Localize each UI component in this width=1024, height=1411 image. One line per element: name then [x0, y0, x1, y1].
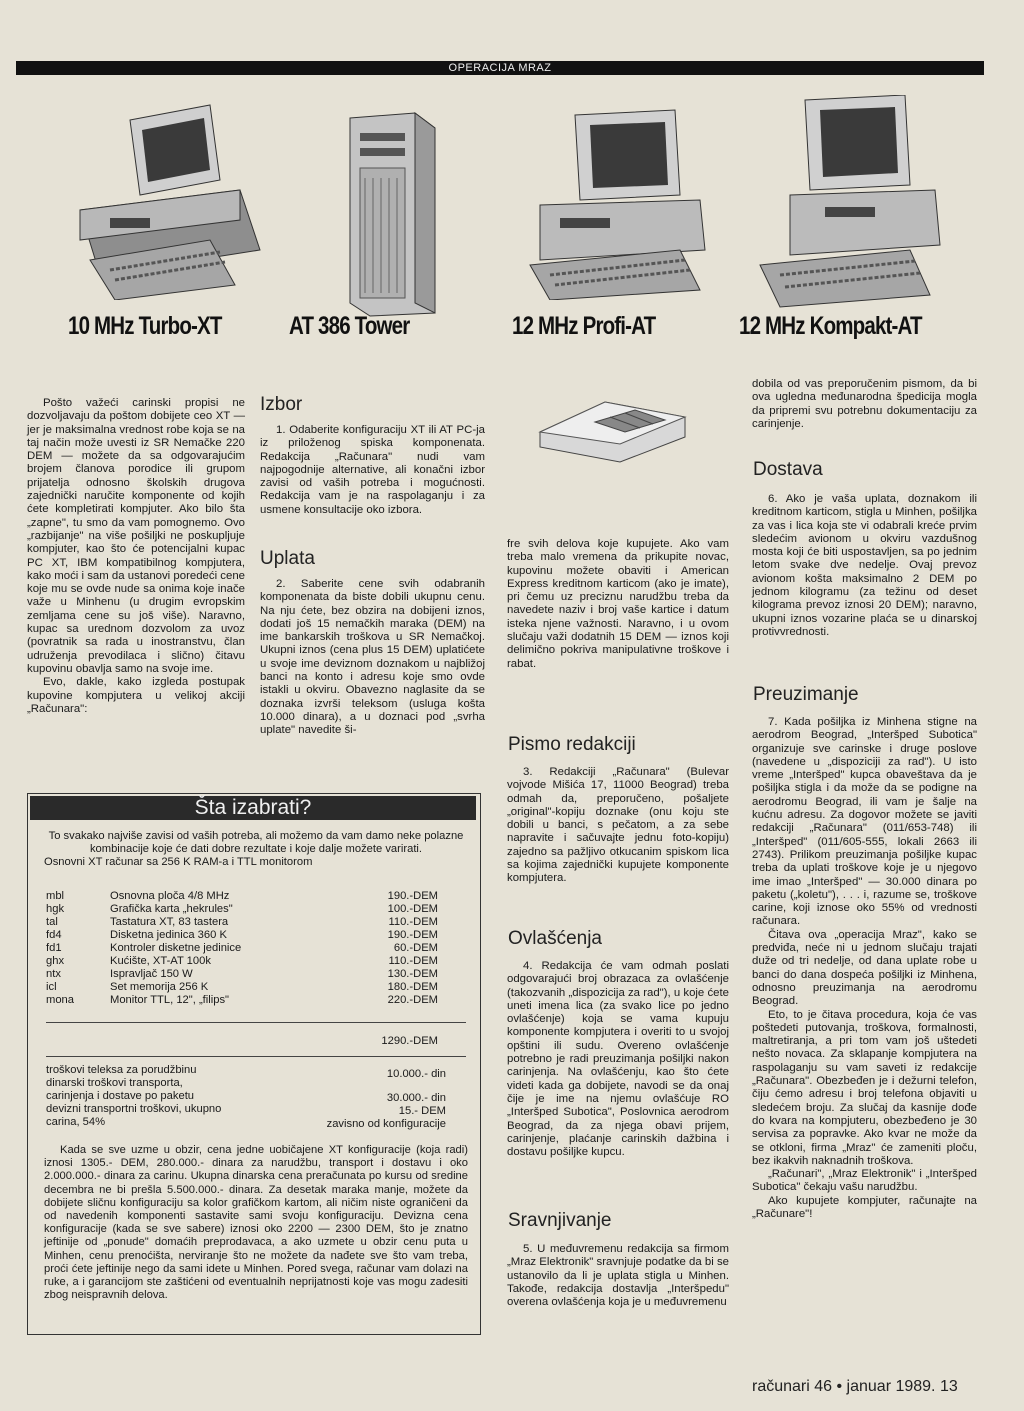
pismo-text: [507, 766, 729, 886]
component-row: [46, 955, 446, 968]
page-footer: računari 46 • januar 1989. 13: [752, 1378, 958, 1395]
uplata-text: [260, 578, 485, 738]
component-code: hgk: [46, 903, 65, 915]
paragraph: dobila od vas preporučenim pismom, da bi ova ugledna međunarodna špedicija mogla da pripremi svu potrebnu dokumentaciju za carinjenje.: [752, 378, 977, 430]
component-code: fd4: [46, 929, 62, 941]
component-code: tal: [46, 916, 58, 928]
intro-paragraph: Pošto važeći carinski propisi ne dozvoljavaju da poštom dobijete ceo XT — jer je maksimalna vrednost robe koja se na taj način može uvesti iz SR Nemačke 220 DEM — možete da sa odgovarajućim brojem članova porodice ili grupom prijatelja odnosno školskih drugova zajednički naručite komponente od kojih ćete kompletirati kompjuter. Ako bilo šta „zapne", tu smo da vam pomognemo. Ovo „razbijanje" na više pošiljki ne poskupljuje kompjuter, kao što će potencijalni kupac PC XT, IBM kompatibilnog kompjutera, kako moći i sam da ustanovi poredeći cene koje mu se ovde nude sa onima koje inače važe u Minhenu (u drugim evropskim zemljama cene su još više). Naravno, kupac sa urednom dozvolom za uvoz (povratnik sa rada u inostranstvu, član udruženja prevodilaca i slično) čitavu kupovinu obavlja samo na svoje ime.: [27, 397, 245, 675]
preuzimanje-text: [752, 716, 977, 1221]
cost-row: [46, 1103, 456, 1116]
box-title: Šta izabrati?: [194, 796, 312, 819]
component-price: 110.-DEM: [388, 916, 438, 928]
component-desc: Ispravljač 150 W: [110, 968, 193, 980]
paragraph: Eto, to je čitava procedura, koja će vas poštedeti putovanja, troškova, formalnosti, maltretiranja, a pri tom vam još uštedeti nešto novaca. Za sklapanje kompjutera na raspolaganju su vam saveti iz redakcije „Računara". Obezbeđen je i dežurni telefon, čiju ćemo adresu i broj telefona objaviti u sledećem broju. Za slučaj da kasnije dođe do kvara na kompjuteru, obezbeđeno je 30 servisa za popravke. Ako kvar ne može da se otkloni, firma „Mraz" će zameniti ploču, bez ikakvih naknadnih troškova.: [752, 1008, 977, 1167]
cost-label: devizni transportni troškovi, ukupno: [46, 1103, 222, 1115]
cost-value: 30.000.- din: [386, 1092, 446, 1104]
component-code: fd1: [46, 942, 62, 954]
paragraph: 4. Redakcija će vam odmah poslati odgovarajući broj obrazaca za ovlašćenje (takozvanih „dispozicija za rad"), u koje ćete uneti imena lica (za svako lice po jedno ovlašćenje) koja se vama kupuju komponente kompjutera i overiti to u svojoj opštini ili sudu. Overeno ovlašćenje potrebno je radi preuzimanja pošiljki nakon carinjenja. Na ovlašćenju, kao što ćete videti kada ga dobijete, navodi se da onaj čije je ime na njemu ovlašćuje RO „Interšped Subotica", Poslovnica aerodrom Beograd, da za njega obavi prijem, carinjenje, plaćanje carinskih dažbina i dostavu pošiljke kupcu.: [507, 960, 729, 1159]
component-desc: Monitor TTL, 12", „filips": [110, 994, 230, 1006]
component-row: [46, 994, 446, 1007]
component-row: [46, 968, 446, 981]
section-heading: Dostava: [753, 459, 823, 480]
cost-label: carina, 54%: [46, 1116, 106, 1128]
box-intro-config: Osnovni XT računar sa 256 K RAM-a i TTL monitorom: [44, 856, 313, 868]
total-row: [46, 1035, 446, 1048]
intro-paragraph: Evo, dakle, kako izgleda postupak kupovine kompjutera u velikoj akciji „Računara":: [27, 676, 245, 715]
section-heading: Ovlašćenja: [508, 928, 602, 949]
izbor-text: [260, 424, 485, 517]
component-desc: Set memorija 256 K: [110, 981, 209, 993]
paragraph: Čitava ova „operacija Mraz", kako se predviđa, neće ni u jednom slučaju trajati duže od tri nedelje, od dana uplate robe u banci do dana dospeća pošiljki iz Minhena, odnosno preuzimanja na aerodromu Beograd.: [752, 928, 977, 1008]
component-row: [46, 916, 446, 929]
cost-label: carinjenja i dostave po paketu: [46, 1090, 195, 1102]
paragraph: 2. Saberite cene svih odabranih komponenata da biste dobili ukupnu cenu. Na nju ćete, bez obzira na dobijeni iznos, dodati još 15 nemačkih maraka (DEM) na ime bankarskih troškova u SR Nemačkoj. Ukupni iznos (cena plus 15 DEM) uplatićete u svoje ime deviznom doznakom u najbližoj banci na konto i adresu koje smo ovde istakli u okviru. Obavezno naglasite da se doznaka izvrši teleksom (usluga košta 10.000 dinara), a u doznaci pod „svrha uplate" navedite ši-: [260, 578, 485, 737]
continued-text: [752, 378, 977, 431]
section-heading: Uplata: [260, 548, 315, 569]
box-summary: Kada se sve uzme u obzir, cena jedne uobičajene XT konfiguracije (koja radi) iznosi 1305.- DEM, 280.000.- dinara za narudžbu, transport i dostavu i oko 2.000.000.- dinara za carinu. Ukupna dinarska cena preračunata po kursu od sredine decembra ne bi prešla 5.500.000.- dinara. Za desetak maraka manje, možete da dobijete sličnu konfiguraciju sa kolor grafičkom kartom, ali ničim niste ograničeni da od navedenih komponenti sastavite sami svoju konfiguraciju. Devizna cena konfiguracije (kada se sve sabere) iznosi oko 2200 — 2300 DEM, što je znatno jeftinije od „ponude" domaćih preprodavaca, a ako uzmete u obzir cenu puta u Minhen, cenu prenoćišta, nerviranje što ne možete da nađete sve što vam treba, proći ćete jeftinije nego da sami idete u Minhen. Pored svega, računar vam dolazi na ruke, a i garancijom ste zaštićeni od eventualnih neprijatnosti koje vas mogu zadesiti zbog neispravnih delova.: [44, 1144, 468, 1302]
what-to-choose-box: [27, 793, 481, 1335]
component-price: 190.-DEM: [387, 890, 438, 902]
paragraph: 5. U međuvremenu redakcija sa firmom „Mraz Elektronik" sravnjuje podatke da bi se ustanovilo da li je uplata stigla u Minhen. Takođe, redakcija dostavlja „Interšpedu" overena ovlašćenja koja je u međuvremenu: [507, 1243, 729, 1309]
section-heading: Sravnjivanje: [508, 1210, 612, 1231]
component-price: 100.-DEM: [387, 903, 438, 915]
product-caption: AT 386 Tower: [289, 312, 410, 340]
cost-value: 15.- DEM: [398, 1105, 446, 1117]
component-row: [46, 903, 446, 916]
paragraph: 7. Kada pošiljka iz Minhena stigne na aerodrom Beograd, „Interšped Subotica" organizuje sve carinske i druge poslove (navedene u „dispoziciji za rad"). U isto vreme „Interšped" kupca obaveštava da je pošiljka stigla i da može da se podigne na aerodromu Beograd, ili vam je šalje na kućnu adresu. Za dogovor možete se javiti redakciji „Računara" (011/653-748) ili „Interšped" (011/605-555, lokali 2663 ili 2743). Prilikom preuzimanja pošiljke kupac treba da uplati troškove koje je u njegovo ime imao „Interšped" — 30.000 dinara po paketu („koletu"), . . . i, razume se, troškove carine, koji iznose oko 55% od vrednosti računara.: [752, 716, 977, 928]
header-title: OPERACIJA MRAZ: [448, 62, 552, 74]
section-heading: Preuzimanje: [753, 684, 859, 705]
divider: [46, 1056, 466, 1057]
profi-at-computer-image: [510, 100, 720, 300]
turbo-xt-computer-image: [60, 100, 270, 300]
component-row: [46, 890, 446, 903]
component-price: 110.-DEM: [388, 955, 438, 967]
component-price: 190.-DEM: [387, 929, 438, 941]
paragraph: 3. Redakciji „Računara" (Bulevar vojvode Mišića 17, 11000 Beograd) treba odmah da, preporučeno, pošaljete „original"-kopiju doznake (onu koju ste dobili u banci, s pečatom, a za sebe napravite i sačuvajte jednu foto-kopiju) zajedno sa pažljivo otkucanim spiskom lica sa kojima zajednički kupujete komponente kompjutera.: [507, 766, 729, 885]
component-desc: Tastatura XT, 83 tastera: [110, 916, 229, 928]
total-price: 1290.-DEM: [381, 1035, 438, 1047]
component-row: [46, 942, 446, 955]
dostava-text: [752, 493, 977, 639]
section-heading: Izbor: [260, 394, 303, 415]
paragraph: Ako kupujete kompjuter, računajte na „Računare"!: [752, 1194, 977, 1220]
header-bar: [16, 61, 984, 75]
product-caption: 12 MHz Kompakt-AT: [739, 312, 922, 340]
cost-row: [46, 1116, 456, 1129]
kompakt-at-computer-image: [745, 95, 955, 310]
product-caption: 12 MHz Profi-AT: [512, 312, 656, 340]
cost-row: [46, 1090, 456, 1103]
component-desc: Disketna jedinica 360 K: [110, 929, 227, 941]
paragraph: 1. Odaberite konfiguraciju XT ili AT PC-ja iz priloženog spiska komponenata. Redakcija „Računara" nudi vam najpogodnije alternative, ali konačni izbor zavisi od vaših potreba i mogućnosti. Redakcija vam je na raspolaganju i za usmene konsultacije oko izbora.: [260, 424, 485, 516]
paragraph: fre svih delova koje kupujete. Ako vam treba malo vremena da prikupite novac, kupovinu možete obaviti i American Express kreditnom karticom (ako je imate), pri čemu uz preciznu narudžbu treba da navedete naziv i broj vaše kartice i datum isteka njene važnosti. Naravno, i u ovom slučaju važi dodatnih 15 DEM — iznos koji delimično pokriva manipulativne troškove i rabat.: [507, 538, 729, 670]
component-desc: Kontroler disketne jedinice: [110, 942, 242, 954]
component-row: [46, 981, 446, 994]
box-title-bar: [30, 796, 476, 820]
component-price: 180.-DEM: [387, 981, 438, 993]
component-desc: Grafička karta „hekrules": [110, 903, 233, 915]
box-intro: To svakako najviše zavisi od vaših potreba, ali možemo da vam damo neke polazne kombinacije koje će dati dobre rezultate i koje dalje možete varirati.: [48, 830, 464, 856]
ovlascenja-text: [507, 960, 729, 1159]
component-price: 60.-DEM: [393, 942, 438, 954]
component-code: ntx: [46, 968, 61, 980]
component-code: mona: [46, 994, 74, 1006]
component-code: ghx: [46, 955, 65, 967]
paragraph: „Računari", „Mraz Elektronik" i „Interšped Subotica" čekaju vašu narudžbu.: [752, 1168, 977, 1194]
section-heading: Pismo redakciji: [508, 734, 636, 755]
component-desc: Kućište, XT-AT 100k: [110, 955, 211, 967]
component-price: 220.-DEM: [387, 994, 438, 1006]
cost-value: zavisno od konfiguracije: [326, 1118, 446, 1130]
component-code: mbl: [46, 890, 65, 902]
continued-text: [507, 538, 729, 671]
at386-tower-image: [345, 108, 445, 318]
component-price: 130.-DEM: [387, 968, 438, 980]
product-caption: 10 MHz Turbo-XT: [68, 312, 222, 340]
cost-value: 10.000.- din: [386, 1068, 446, 1080]
cost-label: dinarski troškovi transporta,: [46, 1077, 183, 1089]
mouse-image: [535, 392, 695, 467]
component-code: icl: [46, 981, 57, 993]
component-desc: Osnovna ploča 4/8 MHz: [110, 890, 230, 902]
cost-label: troškovi teleksa za porudžbinu: [46, 1064, 197, 1076]
sravnjivanje-text: [507, 1243, 729, 1309]
intro-column: [27, 397, 245, 716]
divider: [46, 1022, 466, 1023]
paragraph: 6. Ako je vaša uplata, doznakom ili kreditnom karticom, stigla u Minhen, pošiljka za vas i lica koja ste vi odabrali kreće prvim sledećim avionom u okviru vazdušnog mosta koji će biti uspostavljen, sa po jednim letom svake dve nedelje. Ovaj prevoz avionom košta maksimalno 2 DEM po jednom kilogramu (za težinu od deset kilograma prevoz iznosi 20 DEM); naravno, ukupni iznos vozarine plaća se u dinarskoj protivvrednosti.: [752, 493, 977, 638]
component-row: [46, 929, 446, 942]
